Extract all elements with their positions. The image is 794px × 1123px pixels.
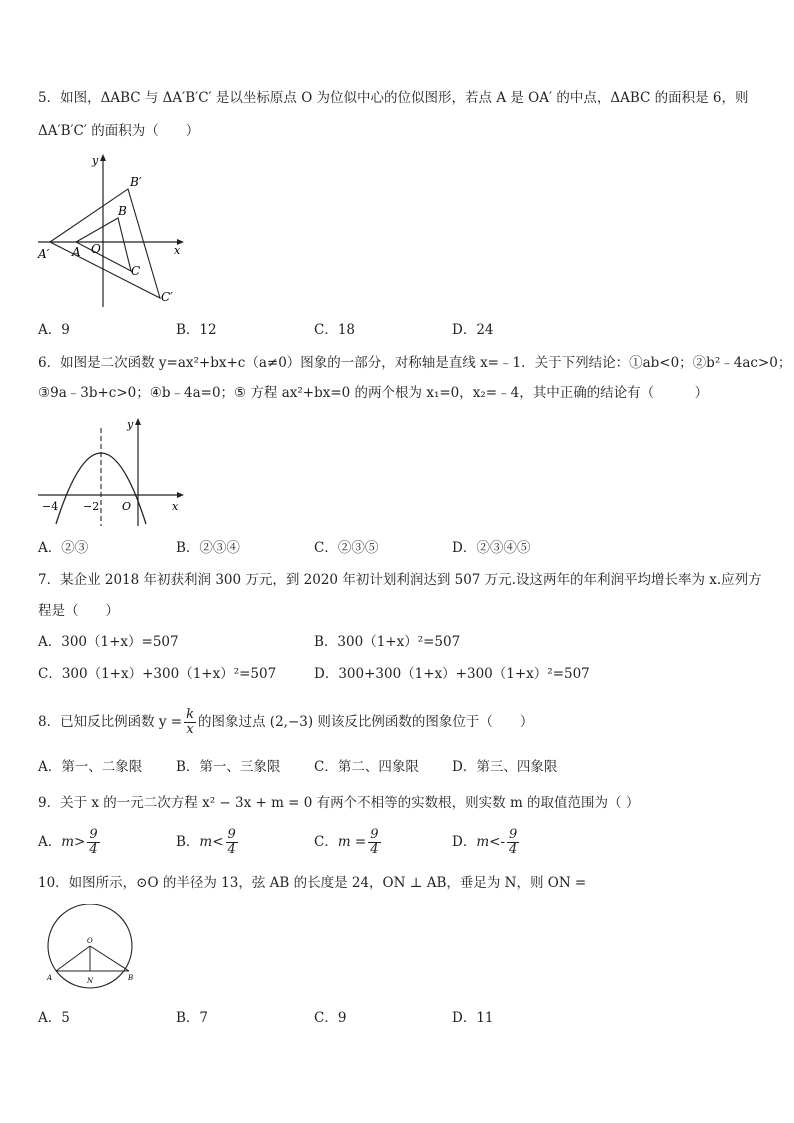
q6-fig-y: y (127, 418, 134, 431)
q5-fig-O: O (91, 242, 101, 256)
q10-stem: 10．如图所示，⊙O 的半径为 13，弦 AB 的长度是 24，ON ⊥ AB，垂足为 N，则 ON = (38, 875, 587, 891)
q9-option-c (314, 828, 383, 857)
q9-option-d-num: 9 (509, 827, 518, 842)
q10-fig-N: N (87, 977, 94, 985)
q7-option-a: A．300（1+x）=507 (38, 634, 179, 650)
q9-stem: 9．关于 x 的一元二次方程 x² − 3x + m = 0 有两个不相等的实数根，则实数 m 的取值范围为（ ） (38, 795, 640, 811)
q5-option-d: D．24 (452, 322, 494, 338)
q7-stem-line2: 程是（ ） (38, 603, 119, 619)
q5-stem-line2: ΔA′B′C′ 的面积为（ ） (38, 123, 200, 139)
q9-option-c-label: C． (314, 834, 338, 850)
q10-option-d: D．11 (452, 1010, 494, 1026)
q6-fig-m2: −2 (83, 500, 100, 513)
q10-option-b: B．7 (176, 1010, 209, 1026)
q6-option-b: B．②③④ (176, 540, 240, 556)
q8-stem (38, 708, 533, 737)
q5-fig-B: B (118, 204, 127, 218)
q9-option-b-rel: m< (199, 834, 224, 850)
q8-option-b: B．第一、三象限 (176, 759, 281, 775)
q5-fig-A1: A′ (38, 247, 50, 261)
q5-option-c: C．18 (314, 322, 356, 338)
q8-option-a: A．第一、二象限 (38, 759, 143, 775)
q8-frac-num: k (186, 707, 195, 722)
q9-option-a-label: A． (38, 834, 62, 850)
q9-option-b-den: 4 (227, 842, 236, 857)
q7-option-c: C．300（1+x）+300（1+x）²=507 (38, 666, 277, 682)
q9-option-a-frac (87, 828, 99, 857)
q5-fig-A: A (72, 245, 81, 259)
q8-frac-den: x (186, 722, 194, 737)
q8-stem-post: 的图象过点 (2,−3) 则该反比例函数的图象位于（ ） (198, 714, 534, 730)
q5-fig-B1: B′ (130, 175, 142, 189)
q5-fig-C1: C′ (161, 290, 173, 304)
q9-option-a-den: 4 (89, 842, 98, 857)
q5-figure (36, 152, 186, 312)
q5-fig-C: C (131, 264, 141, 278)
q10-fig-B: B (128, 974, 134, 982)
q9-option-d-label: D． (452, 834, 477, 850)
q7-option-d: D．300+300（1+x）+300（1+x）²=507 (314, 666, 590, 682)
q9-option-c-den: 4 (370, 842, 379, 857)
q9-option-d-rel: m<- (476, 834, 506, 850)
q9-option-a (38, 828, 102, 857)
q10-fig-A: A (47, 974, 53, 982)
q6-figure (36, 416, 186, 528)
q10-fig-O: O (87, 937, 93, 945)
q6-option-a: A．②③ (38, 540, 89, 556)
q5-stem-line1: 5．如图，ΔABC 与 ΔA′B′C′ 是以坐标原点 O 为位似中心的位似图形，若点 A 是 OA′ 的中点，ΔABC 的面积是 6，则 (38, 90, 749, 106)
q9-option-d (452, 828, 521, 857)
q8-option-c: C．第二、四象限 (314, 759, 419, 775)
q9-option-c-rel: m = (337, 834, 367, 850)
q7-stem-line1: 7．某企业 2018 年初获利润 300 万元，到 2020 年初计划利润达到 507 万元.设这两年的年利润平均增长率为 x.应列方 (38, 572, 762, 588)
q10-option-c: C．9 (314, 1010, 347, 1026)
q5-option-b: B．12 (176, 322, 217, 338)
q9-option-d-den: 4 (509, 842, 518, 857)
q8-option-d: D．第三、四象限 (452, 759, 558, 775)
q9-option-b-label: B． (176, 834, 200, 850)
q5-fig-x: x (174, 244, 181, 257)
q9-option-c-num: 9 (370, 827, 379, 842)
q6-stem-line1: 6．如图是二次函数 y=ax²+bx+c（a≠0）图象的一部分，对称轴是直线 x=﹣1．关于下列结论：①ab<0；②b²﹣4ac>0； (38, 355, 792, 371)
q9-option-b (176, 828, 240, 857)
q8-stem-pre: 8．已知反比例函数 y = (38, 714, 183, 730)
q9-option-b-num: 9 (227, 827, 236, 842)
q10-option-a: A．5 (38, 1010, 70, 1026)
q7-option-b: B．300（1+x）²=507 (314, 634, 461, 650)
q5-option-a: A．9 (38, 322, 70, 338)
q9-option-c-frac (368, 828, 380, 857)
q9-option-d-frac (507, 828, 519, 857)
q6-fig-m4: −4 (42, 500, 59, 513)
q9-option-a-num: 9 (89, 827, 98, 842)
q6-option-c: C．②③⑤ (314, 540, 379, 556)
q8-fraction (184, 708, 196, 737)
q6-fig-O: O (122, 500, 132, 513)
q5-fig-y: y (92, 154, 99, 167)
q9-option-b-frac (226, 828, 238, 857)
q10-figure (42, 904, 142, 996)
q6-stem-line2: ③9a﹣3b+c>0；④b﹣4a=0；⑤ 方程 ax²+bx=0 的两个根为 x₁=0，x₂=﹣4，其中正确的结论有（ ） (38, 385, 709, 401)
q6-option-d: D．②③④⑤ (452, 540, 531, 556)
q9-option-a-rel: m> (61, 834, 86, 850)
q6-fig-x: x (172, 500, 179, 513)
